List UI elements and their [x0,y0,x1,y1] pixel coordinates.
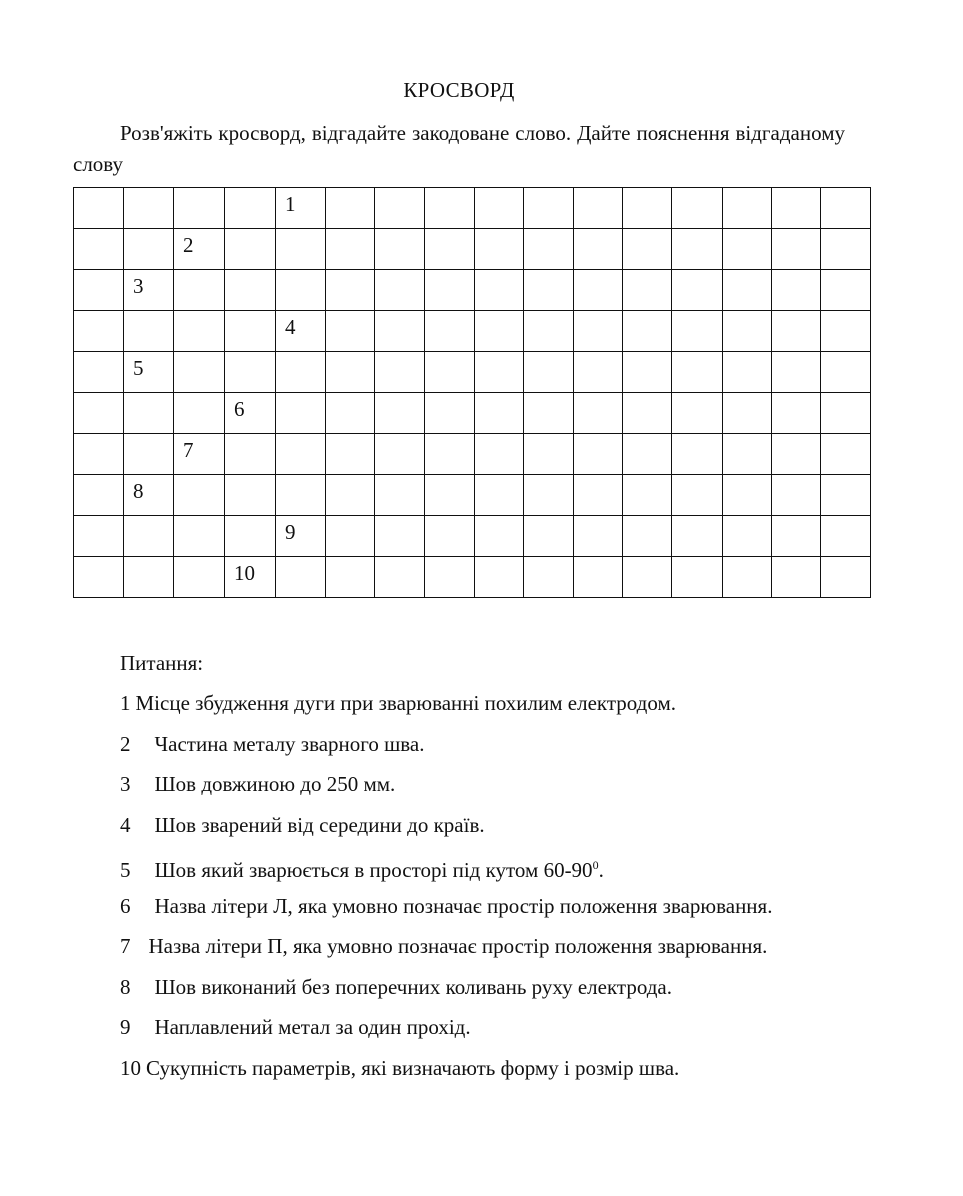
crossword-cell[interactable] [623,393,672,434]
clue-number: 4 [285,315,296,339]
crossword-cell[interactable] [475,475,524,516]
crossword-cell[interactable] [574,229,623,270]
crossword-cell[interactable] [723,557,772,598]
clue-number: 10 [234,561,255,585]
crossword-cell[interactable] [574,393,623,434]
crossword-cell[interactable] [524,557,574,598]
crossword-cell[interactable] [672,352,723,393]
question-number: 2 [120,731,131,756]
question-number: 10 [120,1055,141,1080]
crossword-cell[interactable] [672,393,723,434]
crossword-cell[interactable] [375,393,425,434]
crossword-cell[interactable] [672,475,723,516]
crossword-cell[interactable] [326,516,375,557]
crossword-cell[interactable] [74,393,124,434]
crossword-cell[interactable] [574,352,623,393]
crossword-cell[interactable] [74,352,124,393]
crossword-cell[interactable] [375,557,425,598]
question-item [120,731,920,772]
question-tail: . [598,858,604,882]
crossword-row [74,188,871,229]
crossword-cell[interactable] [772,311,821,352]
crossword-cell[interactable] [524,516,574,557]
clue-number: 8 [133,479,144,503]
crossword-cell[interactable] [524,434,574,475]
crossword-cell[interactable] [821,434,871,475]
questions-section [120,650,920,1095]
crossword-cell[interactable] [772,393,821,434]
crossword-cell[interactable] [524,229,574,270]
crossword-cell[interactable] [74,311,124,352]
crossword-cell[interactable] [524,311,574,352]
crossword-cell[interactable] [326,352,375,393]
crossword-cell[interactable] [124,557,174,598]
question-text: Частина металу зварного шва. [154,731,425,756]
crossword-row [74,475,871,516]
crossword-cell[interactable] [574,434,623,475]
question-item [120,974,920,1015]
crossword-cell[interactable] [375,270,425,311]
crossword-cell[interactable] [723,393,772,434]
crossword-cell[interactable] [623,475,672,516]
crossword-cell[interactable] [821,557,871,598]
crossword-cell[interactable] [524,188,574,229]
crossword-cell[interactable] [574,516,623,557]
crossword-cell[interactable] [174,393,225,434]
page-title: КРОСВОРД [403,78,515,102]
crossword-cell[interactable] [326,434,375,475]
crossword-cell[interactable] [723,475,772,516]
question-number: 5 [120,858,131,882]
question-number: 3 [120,772,131,796]
question-number: 9 [120,1015,131,1039]
crossword-cell[interactable] [574,475,623,516]
crossword-cell[interactable] [225,434,276,475]
clue-number: 6 [234,397,245,421]
crossword-cell[interactable] [475,516,524,557]
crossword-cell[interactable] [425,311,475,352]
crossword-cell[interactable] [723,188,772,229]
crossword-cell[interactable] [475,393,524,434]
crossword-cell[interactable] [174,311,225,352]
crossword-cell[interactable] [672,557,723,598]
crossword-cell[interactable] [326,557,375,598]
question-number: 1 [120,691,131,715]
clue-number: 5 [133,356,144,380]
crossword-cell[interactable] [772,270,821,311]
crossword-cell[interactable] [574,270,623,311]
crossword-cell[interactable] [821,311,871,352]
question-item [120,1014,920,1055]
crossword-cell[interactable] [225,557,276,598]
crossword-cell[interactable] [772,188,821,229]
crossword-row [74,229,871,270]
crossword-cell[interactable] [425,393,475,434]
crossword-cell[interactable] [124,188,174,229]
crossword-cell[interactable] [326,393,375,434]
crossword-cell[interactable] [225,475,276,516]
crossword-cell[interactable] [425,352,475,393]
crossword-row [74,434,871,475]
crossword-cell[interactable] [124,229,174,270]
crossword-cell[interactable] [623,229,672,270]
crossword-cell[interactable] [375,352,425,393]
instructions: Розв'яжіть кросворд, відгадайте закодоване слово. Дайте пояснення відгаданому слову [73,121,845,176]
crossword-cell[interactable] [124,393,174,434]
crossword-cell[interactable] [326,270,375,311]
clue-number: 9 [285,520,296,544]
crossword-cell[interactable] [821,393,871,434]
crossword-cell[interactable] [524,475,574,516]
crossword-row [74,270,871,311]
crossword-cell[interactable] [375,311,425,352]
crossword-cell[interactable] [326,188,375,229]
question-number: 4 [120,812,131,837]
crossword-cell[interactable] [225,229,276,270]
question-text: Сукупність параметрів, які визначають форму і розмір шва. [146,1055,680,1080]
question-number: 7 [120,934,131,958]
questions-heading: Питання: [120,651,204,675]
crossword-cell[interactable] [74,475,124,516]
question-number: 6 [120,893,131,918]
crossword-cell[interactable] [425,557,475,598]
crossword-cell[interactable] [425,434,475,475]
crossword-cell[interactable] [475,188,524,229]
crossword-cell[interactable] [623,188,672,229]
crossword-cell[interactable] [475,557,524,598]
crossword-cell[interactable] [276,352,326,393]
question-text: Шов виконаний без поперечних коливань руху електрода. [154,974,672,999]
question-item [120,812,920,853]
crossword-cell[interactable] [174,516,225,557]
crossword-cell[interactable] [375,229,425,270]
crossword-cell[interactable] [124,475,174,516]
crossword-cell[interactable] [475,352,524,393]
crossword-cell[interactable] [375,516,425,557]
crossword-cell[interactable] [723,311,772,352]
crossword-cell[interactable] [772,516,821,557]
crossword-cell[interactable] [425,229,475,270]
crossword-cell[interactable] [174,352,225,393]
crossword-cell[interactable] [174,270,225,311]
question-text: Назва літери П, яка умовно позначає простір положення зварювання. [148,934,768,958]
question-item [120,893,920,934]
crossword-cell[interactable] [623,270,672,311]
crossword-cell[interactable] [375,434,425,475]
crossword-cell[interactable] [425,475,475,516]
crossword-cell[interactable] [276,557,326,598]
crossword-cell[interactable] [174,475,225,516]
crossword-cell[interactable] [74,516,124,557]
crossword-cell[interactable] [74,229,124,270]
crossword-cell[interactable] [574,311,623,352]
crossword-cell[interactable] [375,188,425,229]
crossword-row [74,557,871,598]
question-text: Місце збудження дуги при зварюванні похилим електродом. [135,691,677,715]
crossword-cell[interactable] [174,229,225,270]
crossword-cell[interactable] [723,229,772,270]
crossword-cell[interactable] [772,434,821,475]
crossword-cell[interactable] [772,475,821,516]
crossword-cell[interactable] [326,311,375,352]
crossword-cell[interactable] [74,270,124,311]
clue-number: 1 [285,192,296,216]
crossword-cell[interactable] [623,557,672,598]
questions-list [120,690,920,1095]
crossword-cell[interactable] [124,270,174,311]
crossword-cell[interactable] [225,188,276,229]
crossword-cell[interactable] [174,434,225,475]
crossword-cell[interactable] [672,311,723,352]
crossword-cell[interactable] [821,516,871,557]
degree-superscript: 0 [592,858,599,872]
crossword-cell[interactable] [672,516,723,557]
question-text: Шов який зварюється в просторі під кутом 60-90 [154,858,593,882]
crossword-cell[interactable] [672,270,723,311]
crossword-cell[interactable] [772,229,821,270]
crossword-cell[interactable] [821,270,871,311]
crossword-cell[interactable] [124,352,174,393]
crossword-cell[interactable] [672,188,723,229]
crossword-cell[interactable] [723,352,772,393]
crossword-cell[interactable] [821,188,871,229]
crossword-cell[interactable] [623,311,672,352]
crossword-cell[interactable] [124,434,174,475]
question-text: Назва літери Л, яка умовно позначає простір положення зварювання. [154,893,773,918]
crossword-cell[interactable] [723,270,772,311]
crossword-cell[interactable] [524,393,574,434]
clue-number: 7 [183,438,194,462]
crossword-cell[interactable] [326,475,375,516]
crossword-cell[interactable] [524,270,574,311]
crossword-cell[interactable] [174,188,225,229]
question-text: Шов зварений від середини до країв. [154,812,485,837]
crossword-cell[interactable] [475,270,524,311]
crossword-cell[interactable] [225,352,276,393]
clue-number: 2 [183,233,194,257]
crossword-cell[interactable] [276,475,326,516]
crossword-cell[interactable] [623,434,672,475]
crossword-cell[interactable] [475,229,524,270]
clue-number: 3 [133,274,144,298]
question-text: Шов довжиною до 250 мм. [154,772,396,796]
crossword-cell[interactable] [225,393,276,434]
crossword-cell[interactable] [124,516,174,557]
question-text: Наплавлений метал за один прохід. [154,1015,471,1039]
crossword-cell[interactable] [225,516,276,557]
crossword-cell[interactable] [723,516,772,557]
crossword-cell[interactable] [475,434,524,475]
crossword-cell[interactable] [672,229,723,270]
crossword-cell[interactable] [225,270,276,311]
crossword-cell[interactable] [772,352,821,393]
crossword-cell[interactable] [74,557,124,598]
crossword-row [74,516,871,557]
crossword-cell[interactable] [475,311,524,352]
crossword-cell[interactable] [574,557,623,598]
question-item [120,690,920,731]
crossword-cell[interactable] [723,434,772,475]
crossword-cell[interactable] [276,516,326,557]
crossword-cell[interactable] [425,270,475,311]
crossword-cell[interactable] [821,475,871,516]
crossword-cell[interactable] [74,188,124,229]
crossword-cell[interactable] [276,188,326,229]
question-item [120,771,920,812]
crossword-cell[interactable] [276,434,326,475]
crossword-cell[interactable] [425,516,475,557]
crossword-cell[interactable] [425,188,475,229]
crossword-row [74,311,871,352]
question-item [120,852,920,893]
question-item [120,933,920,974]
crossword-cell[interactable] [276,393,326,434]
crossword-cell[interactable] [623,352,672,393]
question-item [120,1055,920,1096]
crossword-cell[interactable] [524,352,574,393]
crossword-cell[interactable] [821,229,871,270]
crossword-cell[interactable] [574,188,623,229]
crossword-row [74,352,871,393]
question-number: 8 [120,974,131,999]
crossword-cell[interactable] [326,229,375,270]
crossword-cell[interactable] [821,352,871,393]
crossword-cell[interactable] [276,311,326,352]
crossword-cell[interactable] [375,475,425,516]
crossword-cell[interactable] [276,270,326,311]
crossword-grid [73,187,871,598]
crossword-cell[interactable] [672,434,723,475]
crossword-cell[interactable] [124,311,174,352]
crossword-cell[interactable] [174,557,225,598]
crossword-row [74,393,871,434]
crossword-cell[interactable] [225,311,276,352]
crossword-cell[interactable] [276,229,326,270]
crossword-cell[interactable] [623,516,672,557]
crossword-cell[interactable] [74,434,124,475]
crossword-cell[interactable] [772,557,821,598]
